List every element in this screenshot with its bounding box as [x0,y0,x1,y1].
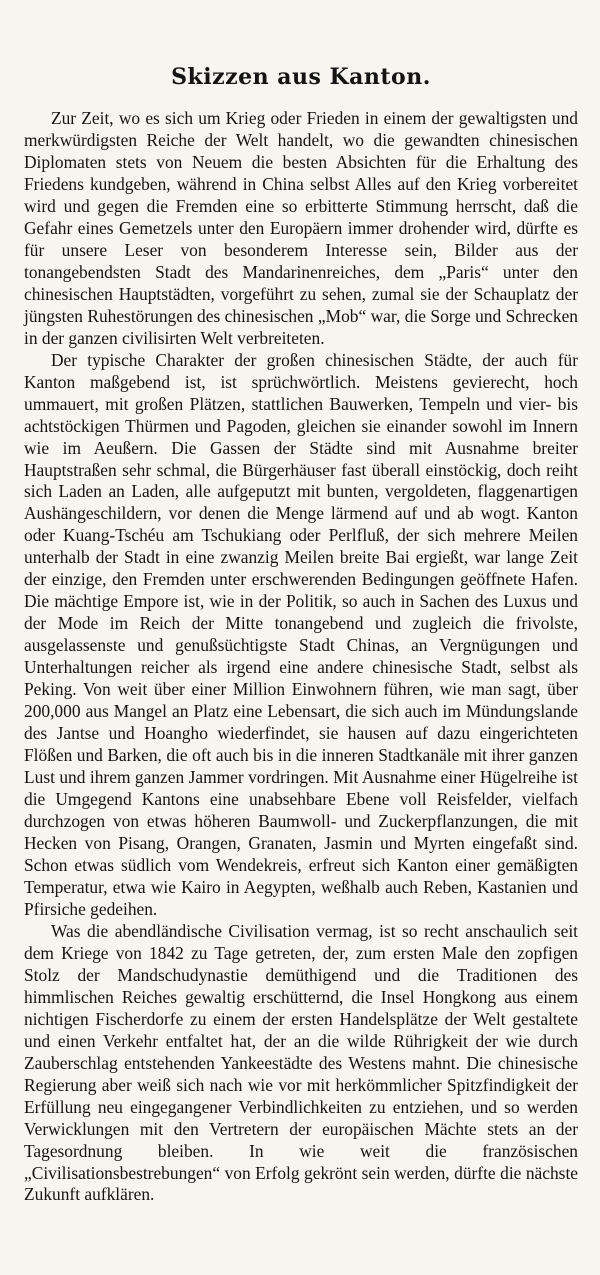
paragraph-1: Zur Zeit, wo es sich um Krieg oder Frieden in einem der gewaltigsten und merkwürdigsten Reiche der Welt handelt, wo die gewandten chinesischen Diplomaten stets von Neuem die besten Absichten für die Erhaltung des Friedens kundgeben, während in China selbst Alles auf den Krieg vorbereitet wird und gegen die Fremden eine so erbitterte Stimmung herrscht, daß die Gefahr eines Gemetzels unter den Europäern immer drohender wird, dürfte es für unsere Leser von besonderem Interesse sein, Bilder aus der tonangebendsten Stadt des Mandarinenreiches, dem „Paris“ unter den chinesischen Hauptstädten, vorgeführt zu sehen, zumal sie der Schauplatz der jüngsten Ruhestörungen des chinesischen „Mob“ war, die Sorge und Schrecken in der ganzen civilisirten Welt verbreiteten. [24,108,578,348]
article-body [24,108,578,1206]
paragraph-3: Was die abendländische Civilisation vermag, ist so recht anschaulich seit dem Kriege von 1842 zu Tage getreten, der, zum ersten Male den zopfigen Stolz der Mandschudynastie demüthigend und die Traditionen des himmlischen Reiches gewaltig erschütternd, die Insel Hongkong aus einem nichtigen Fischerdorfe zu einem der ersten Handelsplätze der Welt gestaltete und einen Verkehr entfaltet hat, der an die wilde Rührigkeit der wie durch Zauberschlag entstehenden Yankeestädte des Westens mahnt. Die chinesische Regierung aber weiß sich nach wie vor mit herkömmlicher Spitzfindigkeit der Erfüllung neu eingegangener Verbindlichkeiten zu entziehen, und so werden Verwicklungen mit den Vertretern der europäischen Mächte stets an der Tagesordnung bleiben. In wie weit die französischen „Civilisationsbestrebungen“ von Erfolg gekrönt sein werden, dürfte die nächste Zukunft aufklären. [24,920,578,1205]
paragraph-2: Der typische Charakter der großen chinesischen Städte, der auch für Kanton maßgebend ist, ist sprüchwörtlich. Meistens gevierecht, hoch ummauert, mit großen Plätzen, stattlichen Bauwerken, Tempeln und vier- bis achtstöckigen Thürmen und Pagoden, gleichen sie einander sowohl im Innern wie im Aeußern. Die Gassen der Städte sind mit Ausnahme breiter Hauptstraßen sehr schmal, die Bürgerhäuser fast überall einstöckig, doch reiht sich Laden an Laden, alle aufgeputzt mit bunten, vergoldeten, flaggenartigen Aushängeschildern, vor denen die Menge lärmend auf und ab wogt. Kanton oder Kuang-Tschéu am Tschukiang oder Perlfluß, der sich mehrere Meilen unterhalb der Stadt in eine zwanzig Meilen breite Bai ergießt, war lange Zeit der einzige, den Fremden unter erschwerenden Bedingungen geöffnete Hafen. Die mächtige Empore ist, wie in der Politik, so auch in Sachen des Luxus und der Mode im Reich der Mitte tonangebend und zugleich die frivolste, ausgelassenste und genußsüchtigste Stadt Chinas, an Vergnügungen und Unterhaltungen reicher als irgend eine andere chinesische Stadt, selbst als Peking. Von weit über einer Million Einwohnern führen, wie man sagt, über 200,000 aus Mangel an Platz eine Lebensart, die sich auch im Mündungslande des Jantse und Hoangho wiederfindet, sie hausen auf dazu eingerichteten Flößen und Barken, die oft auch bis in die inneren Stadtkanäle mit ihrer ganzen Lust und ihrem ganzen Jammer vordringen. Mit Ausnahme einer Hügelreihe ist die Umgegend Kantons eine unabsehbare Ebene voll Reisfelder, vielfach durchzogen von etwas höheren Baumwoll- und Zuckerpflanzungen, die mit Hecken von Pisang, Orangen, Granaten, Jasmin und Myrten eingefaßt sind. Schon etwas südlich vom Wendekreis, erfreut sich Kanton einer gemäßigten Temperatur, etwa wie Kairo in Aegypten, weßhalb auch Reben, Kastanien und Pfirsiche gedeihen. [24,349,578,919]
article-title: Skizzen aus Kanton. [171,64,431,90]
